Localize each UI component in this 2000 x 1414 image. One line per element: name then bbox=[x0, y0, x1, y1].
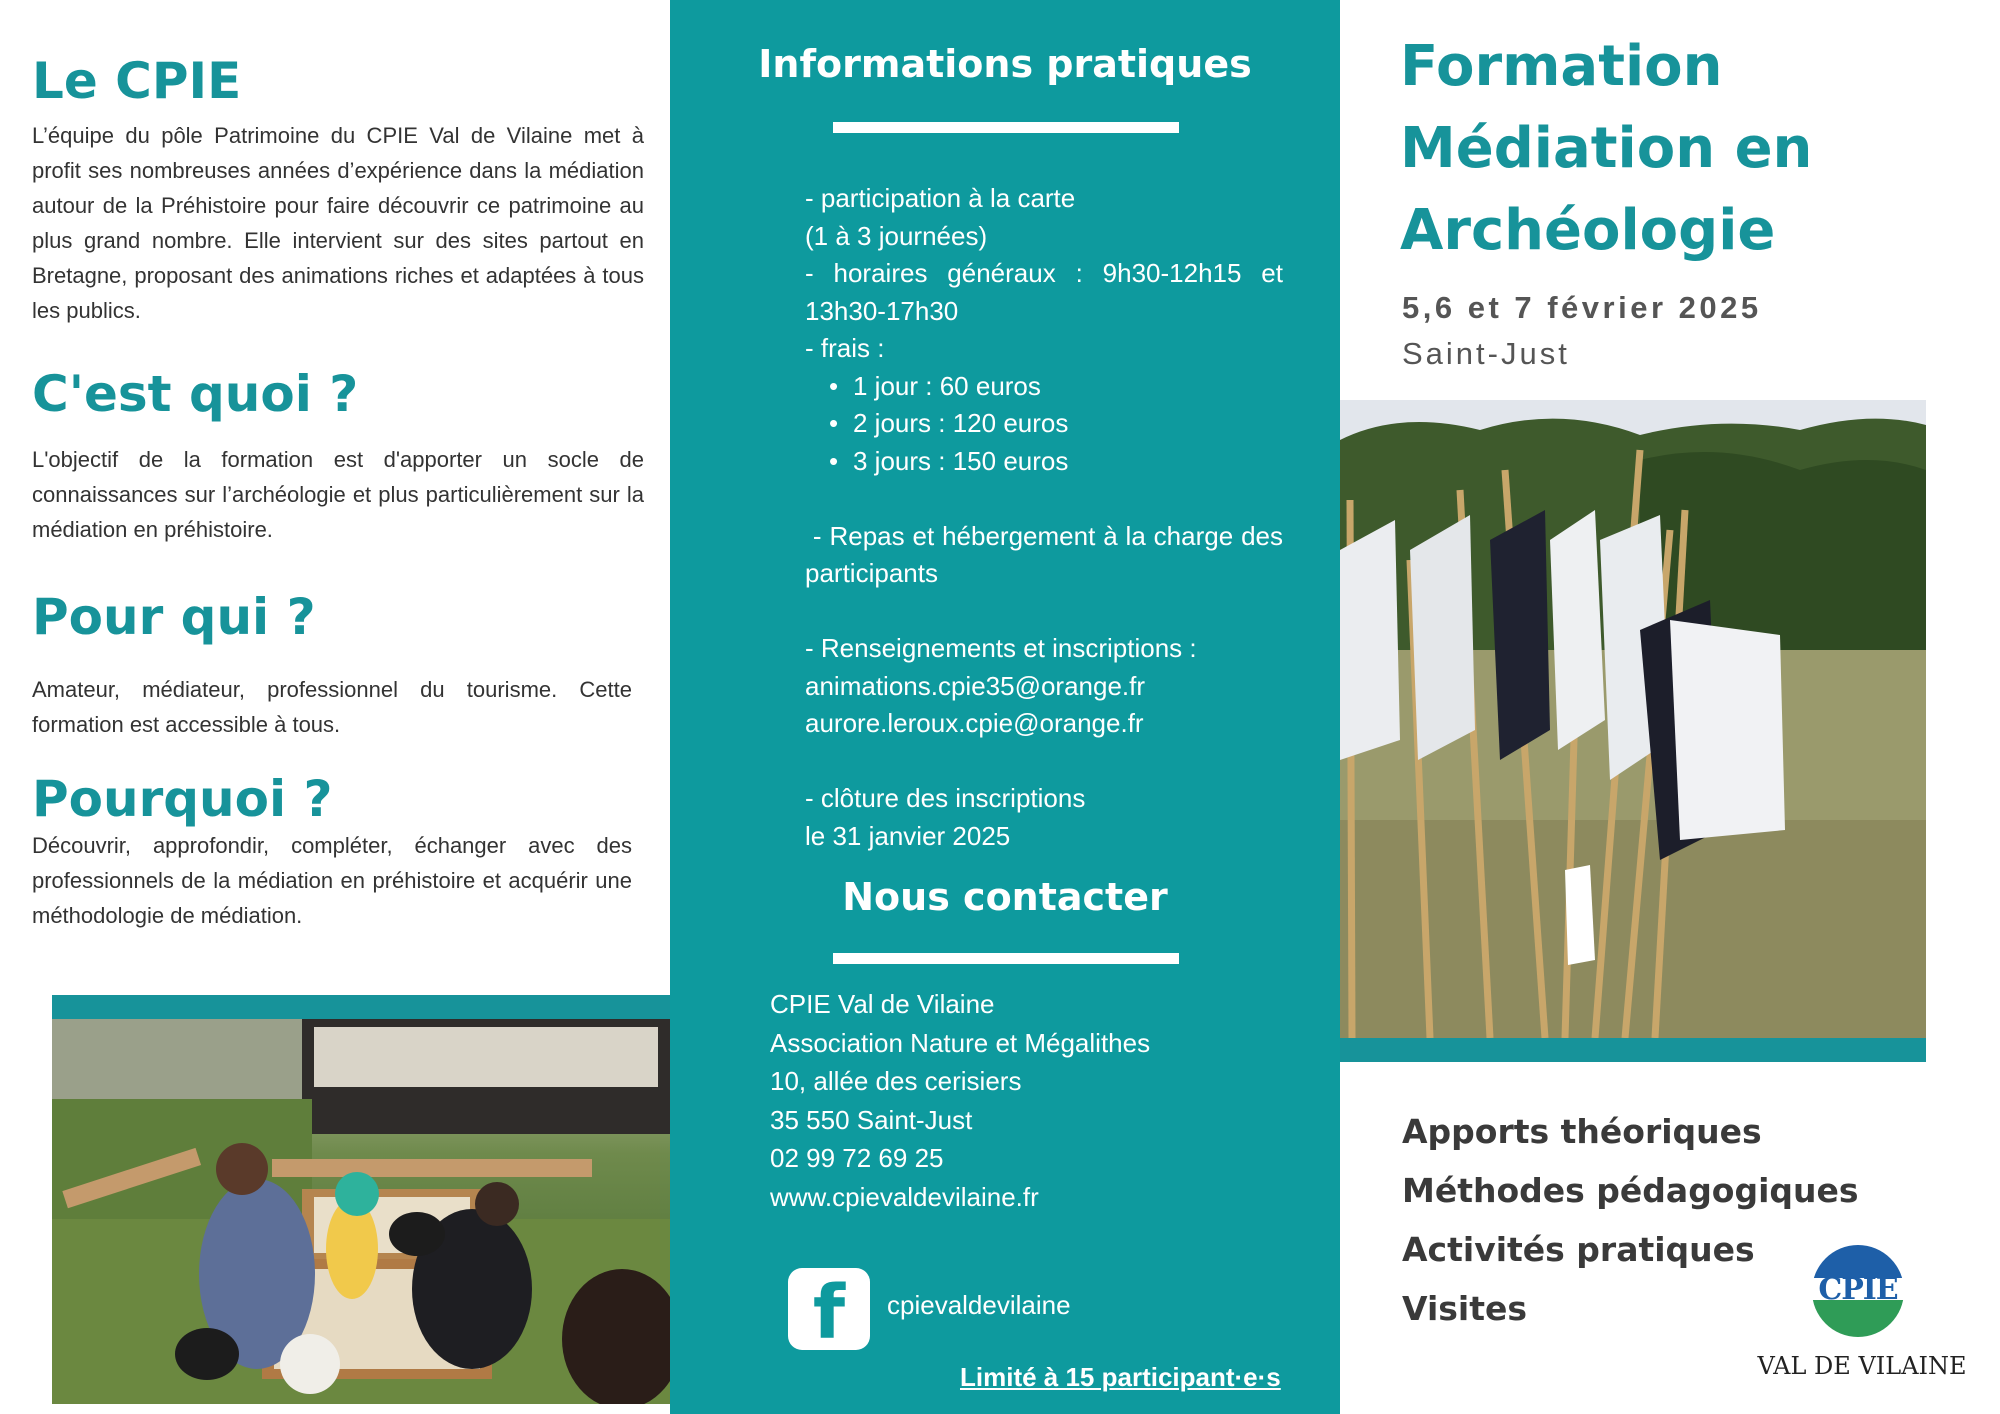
schedule-line: - horaires généraux : 9h30-12h15 et 13h30-17h30 bbox=[805, 258, 1283, 326]
pour-qui-description: Amateur, médiateur, professionnel du tourisme. Cette formation est accessible à tous. bbox=[32, 677, 632, 737]
arrows-photo bbox=[1340, 400, 1926, 1038]
deadline-date: le 31 janvier 2025 bbox=[805, 820, 1011, 851]
email-link[interactable]: aurore.leroux.cpie@orange.fr bbox=[805, 708, 1144, 738]
contact-org: CPIE Val de Vilaine bbox=[770, 989, 995, 1019]
fees-line: - frais : bbox=[805, 333, 885, 363]
price-item: • 3 jours : 150 euros bbox=[853, 443, 1283, 481]
photo-accent-band bbox=[1340, 1038, 1926, 1062]
title-line: Médiation en bbox=[1400, 116, 1813, 181]
excavation-workshop-photo bbox=[52, 1019, 670, 1404]
contact-association: Association Nature et Mégalithes bbox=[770, 1027, 1151, 1058]
info-heading: Informations pratiques bbox=[758, 42, 1252, 86]
event-place: Saint-Just bbox=[1402, 336, 1570, 371]
pour-qui-heading: Pour qui ? bbox=[32, 588, 316, 646]
pourquoi-description: Découvrir, approfondir, compléter, échanger avec des professionnels de la médiation en préhistoire et acquérir une méthodologie de médiation. bbox=[32, 833, 632, 928]
price-item: • 2 jours : 120 euros bbox=[853, 405, 1283, 443]
program-item: Apports théoriques bbox=[1402, 1112, 1762, 1151]
middle-panel bbox=[670, 0, 1340, 1414]
email-link[interactable]: animations.cpie35@orange.fr bbox=[805, 670, 1146, 701]
formation-title bbox=[1400, 26, 1812, 272]
registration-line: - Renseignements et inscriptions : bbox=[805, 633, 1197, 663]
cpie-logo bbox=[1807, 1240, 1909, 1342]
cpie-description: L’équipe du pôle Patrimoine du CPIE Val de Vilaine met à profit ses nombreuses années d’expérience dans la médiation autour de la Préhistoire pour faire découvrir ce patrimoine au plus grand nombre. Elle intervient sur des sites partout en Bretagne, proposant des animations riches et adaptées à tous les publics. bbox=[32, 123, 644, 323]
right-panel bbox=[1340, 0, 2000, 1414]
participation-line: - participation à la carte bbox=[805, 183, 1076, 213]
pourquoi-heading: Pourquoi ? bbox=[32, 770, 333, 828]
meals-line: - Repas et hébergement à la charge des participants bbox=[805, 520, 1291, 588]
cest-quoi-heading: C'est quoi ? bbox=[32, 365, 359, 423]
contact-heading: Nous contacter bbox=[842, 875, 1168, 919]
left-panel bbox=[0, 0, 670, 1414]
contact-website[interactable]: www.cpievaldevilaine.fr bbox=[770, 1181, 1039, 1212]
photo-accent-band bbox=[52, 995, 670, 1019]
title-line: Formation bbox=[1400, 34, 1723, 99]
price-list bbox=[805, 368, 1283, 481]
logo-caption: VAL DE VILAINE bbox=[1757, 1352, 1967, 1380]
contact-city: 35 550 Saint-Just bbox=[770, 1104, 973, 1135]
deadline-line: - clôture des inscriptions bbox=[805, 783, 1086, 813]
heading-divider bbox=[833, 953, 1179, 964]
program-item: Méthodes pédagogiques bbox=[1402, 1171, 1859, 1210]
svg-text:CPIE: CPIE bbox=[1818, 1272, 1898, 1307]
spacer bbox=[805, 480, 1283, 518]
spacer bbox=[805, 743, 1283, 781]
title-line: Archéologie bbox=[1400, 198, 1776, 263]
event-dates: 5,6 et 7 février 2025 bbox=[1402, 290, 1762, 325]
heading-divider bbox=[833, 122, 1179, 133]
contact-details bbox=[770, 985, 1290, 1216]
program-item: Visites bbox=[1402, 1289, 1528, 1328]
contact-street: 10, allée des cerisiers bbox=[770, 1066, 1022, 1096]
practical-info bbox=[805, 180, 1291, 855]
spacer bbox=[805, 593, 1283, 631]
participant-limit: Limité à 15 participant·e·s bbox=[960, 1362, 1281, 1392]
facebook-handle[interactable]: cpievaldevilaine bbox=[887, 1290, 1071, 1320]
program-list bbox=[1402, 1102, 1859, 1338]
cest-quoi-description: L'objectif de la formation est d'apporter un socle de connaissances sur l’archéologie et plus particulièrement sur la médiation en préhistoire. bbox=[32, 447, 644, 542]
excavation-workshop-illustration bbox=[52, 1019, 670, 1404]
participation-detail: (1 à 3 journées) bbox=[805, 220, 988, 251]
arrows-illustration bbox=[1340, 400, 1926, 1038]
program-item: Activités pratiques bbox=[1402, 1230, 1755, 1269]
price-item: • 1 jour : 60 euros bbox=[853, 368, 1283, 406]
cpie-heading: Le CPIE bbox=[32, 52, 242, 110]
facebook-icon[interactable]: f bbox=[788, 1268, 870, 1350]
contact-phone[interactable]: 02 99 72 69 25 bbox=[770, 1143, 944, 1173]
